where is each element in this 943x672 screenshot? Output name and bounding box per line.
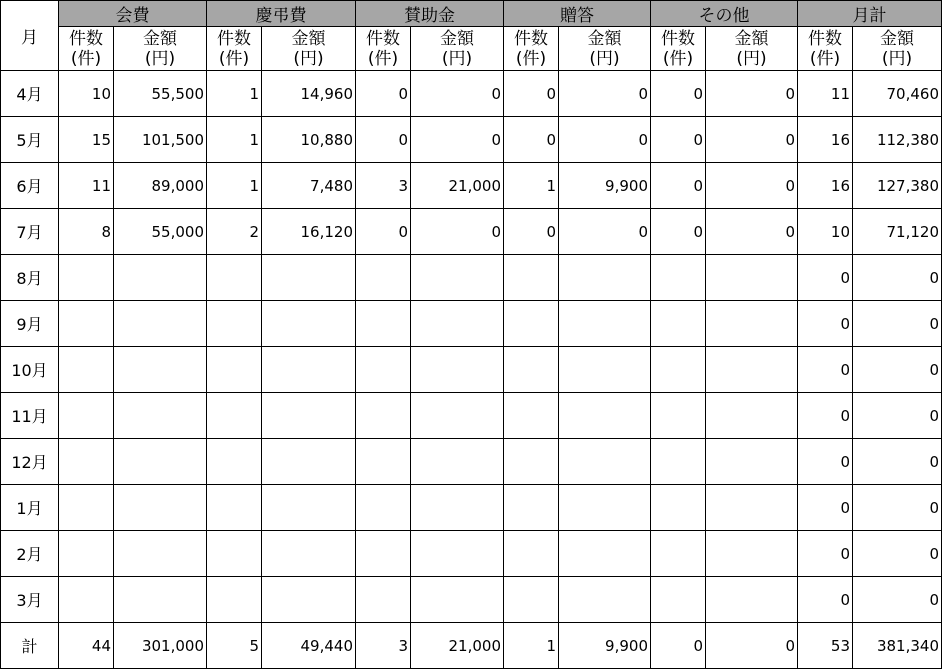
count-cell: 44 — [59, 623, 114, 669]
amount-cell — [114, 347, 207, 393]
count-cell: 1 — [504, 623, 559, 669]
count-cell — [59, 255, 114, 301]
amount-cell: 0 — [853, 577, 942, 623]
amount-column-header — [411, 27, 504, 71]
amount-unit: (円) — [441, 48, 473, 69]
month-cell: 3月 — [1, 577, 59, 623]
amount-cell — [114, 439, 207, 485]
count-unit: (件) — [218, 48, 250, 69]
count-cell — [207, 393, 262, 439]
amount-column-header — [559, 27, 651, 71]
count-cell: 11 — [59, 163, 114, 209]
count-cell — [356, 301, 411, 347]
count-cell — [356, 255, 411, 301]
amount-cell: 127,380 — [853, 163, 942, 209]
table-row — [1, 71, 942, 117]
amount-cell: 101,500 — [114, 117, 207, 163]
amount-cell — [559, 255, 651, 301]
amount-cell — [706, 393, 798, 439]
amount-unit: (円) — [144, 48, 176, 69]
count-cell — [651, 393, 706, 439]
amount-cell: 71,120 — [853, 209, 942, 255]
count-cell: 53 — [798, 623, 853, 669]
total-row — [1, 623, 942, 669]
amount-cell: 381,340 — [853, 623, 942, 669]
count-cell — [504, 531, 559, 577]
count-cell: 0 — [651, 209, 706, 255]
count-cell — [504, 439, 559, 485]
amount-unit: (円) — [589, 48, 620, 69]
count-cell: 8 — [59, 209, 114, 255]
count-cell: 0 — [798, 577, 853, 623]
count-unit: (件) — [515, 48, 547, 69]
count-cell: 0 — [798, 531, 853, 577]
amount-cell — [411, 255, 504, 301]
amount-cell: 89,000 — [114, 163, 207, 209]
count-cell — [651, 531, 706, 577]
count-cell: 3 — [356, 623, 411, 669]
amount-cell: 0 — [411, 71, 504, 117]
count-cell: 0 — [798, 301, 853, 347]
amount-cell — [706, 439, 798, 485]
amount-cell — [262, 485, 356, 531]
count-cell — [651, 255, 706, 301]
amount-label: 金額 — [587, 28, 622, 49]
count-cell: 1 — [207, 117, 262, 163]
count-cell — [59, 347, 114, 393]
count-cell — [651, 439, 706, 485]
amount-cell: 0 — [853, 485, 942, 531]
amount-cell — [411, 393, 504, 439]
amount-cell — [706, 485, 798, 531]
group-header-membership-fee: 会費 — [59, 1, 207, 27]
count-column-header — [651, 27, 706, 71]
amount-cell — [262, 301, 356, 347]
amount-cell: 0 — [853, 255, 942, 301]
month-cell: 1月 — [1, 485, 59, 531]
count-cell — [59, 485, 114, 531]
amount-cell: 49,440 — [262, 623, 356, 669]
count-cell — [207, 531, 262, 577]
amount-label: 金額 — [291, 28, 326, 49]
amount-cell: 55,000 — [114, 209, 207, 255]
amount-cell — [262, 393, 356, 439]
amount-cell — [706, 577, 798, 623]
amount-cell: 0 — [853, 393, 942, 439]
count-cell — [207, 485, 262, 531]
amount-cell: 0 — [706, 117, 798, 163]
count-cell — [356, 485, 411, 531]
amount-cell: 14,960 — [262, 71, 356, 117]
amount-cell: 112,380 — [853, 117, 942, 163]
amount-cell — [559, 301, 651, 347]
count-cell — [504, 301, 559, 347]
count-cell: 16 — [798, 117, 853, 163]
count-cell: 0 — [504, 71, 559, 117]
amount-cell — [114, 577, 207, 623]
amount-cell: 0 — [706, 163, 798, 209]
amount-cell — [559, 577, 651, 623]
table-row — [1, 577, 942, 623]
group-header-condolence: 慶弔費 — [207, 1, 356, 27]
count-cell — [207, 347, 262, 393]
amount-cell: 0 — [853, 301, 942, 347]
count-cell — [59, 531, 114, 577]
count-cell: 1 — [207, 163, 262, 209]
amount-column-header — [706, 27, 798, 71]
amount-cell: 0 — [559, 117, 651, 163]
count-label: 件数 — [217, 28, 251, 49]
count-cell — [651, 485, 706, 531]
count-unit: (件) — [662, 48, 694, 69]
amount-cell — [114, 255, 207, 301]
count-cell — [356, 393, 411, 439]
count-label: 件数 — [366, 28, 400, 49]
month-cell: 4月 — [1, 71, 59, 117]
amount-cell — [262, 347, 356, 393]
amount-cell — [706, 531, 798, 577]
amount-cell — [559, 439, 651, 485]
count-column-header — [59, 27, 114, 71]
count-cell — [651, 347, 706, 393]
count-cell: 0 — [798, 347, 853, 393]
group-header-sponsorship: 賛助金 — [356, 1, 504, 27]
month-cell: 6月 — [1, 163, 59, 209]
amount-cell — [706, 301, 798, 347]
amount-column-header — [114, 27, 207, 71]
amount-cell: 55,500 — [114, 71, 207, 117]
amount-cell: 21,000 — [411, 163, 504, 209]
month-cell: 12月 — [1, 439, 59, 485]
count-label: 件数 — [514, 28, 548, 49]
count-cell — [59, 393, 114, 439]
month-cell: 8月 — [1, 255, 59, 301]
amount-cell — [559, 531, 651, 577]
group-header-gifts: 贈答 — [504, 1, 651, 27]
count-cell: 10 — [59, 71, 114, 117]
count-cell — [356, 439, 411, 485]
amount-label: 金額 — [143, 28, 177, 49]
amount-cell — [706, 347, 798, 393]
amount-cell — [559, 393, 651, 439]
amount-cell: 0 — [706, 623, 798, 669]
table-row — [1, 347, 942, 393]
count-cell: 1 — [207, 71, 262, 117]
amount-cell — [411, 531, 504, 577]
amount-cell — [411, 439, 504, 485]
table-row — [1, 393, 942, 439]
amount-cell: 301,000 — [114, 623, 207, 669]
count-cell: 2 — [207, 209, 262, 255]
count-cell: 0 — [356, 209, 411, 255]
count-cell: 15 — [59, 117, 114, 163]
table-row — [1, 163, 942, 209]
count-cell: 10 — [798, 209, 853, 255]
group-header-other: その他 — [651, 1, 798, 27]
amount-cell — [114, 531, 207, 577]
amount-cell — [262, 439, 356, 485]
count-cell: 0 — [798, 255, 853, 301]
count-cell — [59, 577, 114, 623]
count-cell: 16 — [798, 163, 853, 209]
count-cell: 0 — [651, 623, 706, 669]
amount-cell — [706, 255, 798, 301]
count-cell: 3 — [356, 163, 411, 209]
count-cell — [356, 531, 411, 577]
count-cell: 5 — [207, 623, 262, 669]
amount-column-header — [262, 27, 356, 71]
amount-cell: 10,880 — [262, 117, 356, 163]
month-column-header: 月 — [1, 1, 59, 71]
amount-cell: 21,000 — [411, 623, 504, 669]
count-column-header — [356, 27, 411, 71]
amount-cell — [411, 577, 504, 623]
amount-cell: 0 — [853, 439, 942, 485]
amount-cell — [114, 485, 207, 531]
table-row — [1, 531, 942, 577]
amount-cell: 0 — [411, 117, 504, 163]
count-cell — [356, 347, 411, 393]
amount-unit: (円) — [736, 48, 767, 69]
count-cell: 0 — [651, 163, 706, 209]
amount-cell: 0 — [853, 531, 942, 577]
count-label: 件数 — [661, 28, 695, 49]
amount-cell: 0 — [853, 347, 942, 393]
table-row — [1, 117, 942, 163]
amount-cell: 0 — [559, 209, 651, 255]
total-label: 計 — [1, 623, 59, 669]
amount-cell: 7,480 — [262, 163, 356, 209]
month-cell: 5月 — [1, 117, 59, 163]
amount-cell: 0 — [706, 209, 798, 255]
count-cell — [504, 577, 559, 623]
amount-cell — [411, 485, 504, 531]
amount-cell — [559, 485, 651, 531]
count-cell: 0 — [798, 485, 853, 531]
count-cell — [207, 255, 262, 301]
amount-cell: 9,900 — [559, 163, 651, 209]
amount-unit: (円) — [293, 48, 324, 69]
count-cell: 0 — [798, 393, 853, 439]
count-unit: (件) — [809, 48, 841, 69]
month-cell: 10月 — [1, 347, 59, 393]
count-label: 件数 — [69, 28, 103, 49]
count-cell — [651, 301, 706, 347]
amount-cell — [262, 531, 356, 577]
amount-cell: 0 — [411, 209, 504, 255]
count-unit: (件) — [367, 48, 399, 69]
count-cell — [59, 439, 114, 485]
amount-cell — [114, 393, 207, 439]
amount-cell — [411, 301, 504, 347]
table-row — [1, 301, 942, 347]
count-cell: 0 — [651, 71, 706, 117]
count-cell — [207, 577, 262, 623]
month-cell: 7月 — [1, 209, 59, 255]
table-row — [1, 439, 942, 485]
amount-column-header — [853, 27, 942, 71]
month-cell: 2月 — [1, 531, 59, 577]
count-cell: 0 — [504, 209, 559, 255]
amount-cell: 16,120 — [262, 209, 356, 255]
count-cell — [59, 301, 114, 347]
table-row — [1, 209, 942, 255]
month-cell: 9月 — [1, 301, 59, 347]
group-header-monthly-total: 月計 — [798, 1, 942, 27]
amount-cell — [411, 347, 504, 393]
count-cell: 11 — [798, 71, 853, 117]
amount-label: 金額 — [734, 28, 769, 49]
count-cell — [504, 485, 559, 531]
count-label: 件数 — [808, 28, 842, 49]
count-column-header — [207, 27, 262, 71]
amount-cell: 0 — [559, 71, 651, 117]
count-unit: (件) — [70, 48, 102, 69]
count-column-header — [504, 27, 559, 71]
amount-cell — [262, 255, 356, 301]
table-row — [1, 485, 942, 531]
count-cell — [651, 577, 706, 623]
count-cell — [504, 347, 559, 393]
amount-cell: 0 — [706, 71, 798, 117]
month-cell: 11月 — [1, 393, 59, 439]
count-column-header — [798, 27, 853, 71]
amount-cell: 70,460 — [853, 71, 942, 117]
amount-unit: (円) — [881, 48, 913, 69]
amount-cell — [559, 347, 651, 393]
count-cell — [504, 255, 559, 301]
amount-cell — [114, 301, 207, 347]
count-cell — [356, 577, 411, 623]
count-cell: 1 — [504, 163, 559, 209]
amount-cell: 9,900 — [559, 623, 651, 669]
table-row — [1, 255, 942, 301]
count-cell: 0 — [798, 439, 853, 485]
count-cell — [207, 439, 262, 485]
count-cell: 0 — [504, 117, 559, 163]
amount-label: 金額 — [880, 28, 914, 49]
amount-label: 金額 — [440, 28, 474, 49]
count-cell: 0 — [356, 71, 411, 117]
count-cell — [207, 301, 262, 347]
count-cell: 0 — [651, 117, 706, 163]
amount-cell — [262, 577, 356, 623]
count-cell: 0 — [356, 117, 411, 163]
count-cell — [504, 393, 559, 439]
